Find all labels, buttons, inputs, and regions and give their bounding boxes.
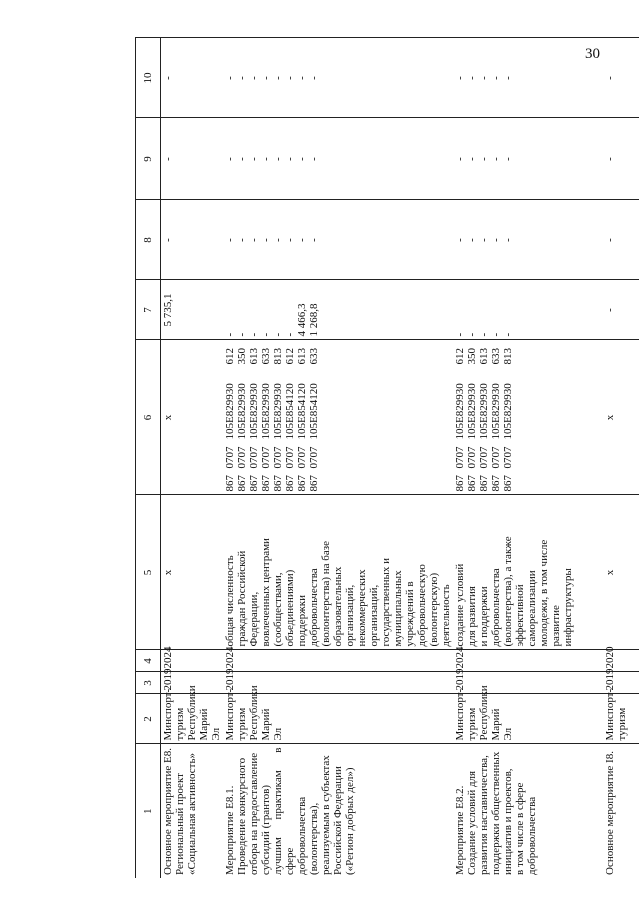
header-col-9: 9 [136, 118, 161, 200]
cell-c8: - - - - - [453, 200, 603, 280]
budget-code-part: 350 [466, 348, 478, 365]
cell-c8: - - - - - - - - [223, 200, 453, 280]
budget-code-part: 867 [454, 475, 466, 492]
budget-code-part: 0707 [308, 446, 320, 469]
page-number: 30 [585, 46, 600, 62]
budget-code-part: 867 [284, 475, 296, 492]
cell-c6: х [161, 340, 224, 495]
cell-c1: Мероприятие Е8.2. Создание условий для развития наставничества, поддержки общественных инициатив и проектов, в том числе в сфере добровольчества [453, 744, 603, 878]
budget-code-part: 633 [308, 348, 320, 365]
budget-code-part: 105E829930 [466, 383, 478, 440]
cell-c10: - - - - - [453, 38, 603, 118]
cell-c2: Минспорт- туризм Республики Марий Эл [453, 694, 603, 744]
budget-code-part: 105E829930 [490, 383, 502, 440]
table-body [161, 38, 639, 878]
budget-code-part: 813 [272, 348, 284, 365]
header-col-4: 4 [136, 650, 161, 672]
cell-c5: общая численность граждан Российской Федерации, вовлеченных центрами (сообществами, объединениями) поддержки добровольчества (волонтерства) на базе образовательных организаций, некоммерческих организаций, государственных и муниципальных учреждений в добровольческую (волонтерскую) деятельность [223, 495, 453, 650]
budget-code-part: 0707 [236, 446, 248, 469]
header-col-1: 1 [136, 744, 161, 878]
budget-code-part: 867 [308, 475, 320, 492]
budget-code-part: 867 [236, 475, 248, 492]
cell-c7: - - - - - [453, 280, 603, 340]
budget-code-part: 0707 [248, 446, 260, 469]
budget-code-part: 105E829930 [478, 383, 490, 440]
budget-code-part: 867 [272, 475, 284, 492]
budget-code-part: 105E829930 [454, 383, 466, 440]
budget-code-part: 0707 [272, 446, 284, 469]
cell-c6 [223, 340, 453, 495]
header-row [136, 38, 161, 878]
budget-code-part: 105E829930 [260, 383, 272, 440]
budget-code-part: 0707 [296, 446, 308, 469]
table-row [223, 38, 453, 878]
budget-code-part: 613 [248, 348, 260, 365]
budget-code-part: 105E829930 [224, 383, 236, 440]
budget-code-part: 105E854120 [296, 383, 308, 440]
budget-code-part: 813 [502, 348, 514, 365]
budget-code-part: 0707 [490, 446, 502, 469]
budget-code-part: 612 [224, 348, 236, 365]
header-col-6: 6 [136, 340, 161, 495]
cell-c10: - - - - - - - - [223, 38, 453, 118]
cell-c2: Минспорт- туризм [603, 694, 639, 744]
cell-c10: - [603, 38, 639, 118]
activities-table [135, 38, 639, 879]
budget-code-part: 633 [490, 348, 502, 365]
cell-c1: Основное мероприятие Е8. Региональный проект «Социальная активность» [161, 744, 224, 878]
budget-code-part: 867 [296, 475, 308, 492]
cell-c9: - [161, 118, 224, 200]
budget-code-part: 0707 [284, 446, 296, 469]
cell-c9: - - - - - - - - [223, 118, 453, 200]
budget-code-grid [224, 344, 320, 492]
cell-c3: 2019 [603, 672, 639, 694]
cell-c4: 2020 [603, 650, 639, 672]
budget-code-part: 350 [236, 348, 248, 365]
budget-code-part: 0707 [478, 446, 490, 469]
budget-code-part: 105E829930 [502, 383, 514, 440]
budget-code-part: 633 [260, 348, 272, 365]
cell-c1: Основное мероприятие I8. [603, 744, 639, 878]
budget-code-part: 867 [478, 475, 490, 492]
budget-code-part: 0707 [466, 446, 478, 469]
budget-code-part: 0707 [502, 446, 514, 469]
budget-code-part: 613 [296, 348, 308, 365]
budget-code-grid [454, 344, 514, 492]
header-col-3: 3 [136, 672, 161, 694]
budget-code-part: 867 [224, 475, 236, 492]
cell-c3: 2019 [161, 672, 224, 694]
cell-c6: х [603, 340, 639, 495]
budget-code-part: 612 [454, 348, 466, 365]
cell-c6 [453, 340, 603, 495]
budget-code-part: 105E829930 [272, 383, 284, 440]
cell-c5: создание условий для развития и поддержки добровольчества (волонтерства), а также эффективной самореализации молодежи, в том числе развитие инфраструктуры [453, 495, 603, 650]
budget-code-part: 867 [490, 475, 502, 492]
budget-code-part: 105E854120 [308, 383, 320, 440]
cell-c9: - - - - - [453, 118, 603, 200]
cell-c3: 2019 [453, 672, 603, 694]
cell-c7: 5 735,1 [161, 280, 224, 340]
cell-c5: х [161, 495, 224, 650]
cell-c8: - [161, 200, 224, 280]
budget-code-part: 105E854120 [284, 383, 296, 440]
budget-code-part: 105E829930 [236, 383, 248, 440]
header-col-2: 2 [136, 694, 161, 744]
header-col-10: 10 [136, 38, 161, 118]
table-rotated-container [135, 38, 639, 878]
budget-code-part: 867 [248, 475, 260, 492]
cell-c5: х [603, 495, 639, 650]
budget-code-part: 867 [260, 475, 272, 492]
cell-c9: - [603, 118, 639, 200]
cell-c10: - [161, 38, 224, 118]
budget-code-part: 613 [478, 348, 490, 365]
cell-c7: - [603, 280, 639, 340]
table-row [453, 38, 603, 878]
cell-c2: Минспорт- туризм Республики Марий Эл [223, 694, 453, 744]
cell-c4: 2024 [453, 650, 603, 672]
cell-c2: Минспорт- туризм Республики Марий Эл [161, 694, 224, 744]
cell-c8: - [603, 200, 639, 280]
budget-code-part: 612 [284, 348, 296, 365]
cell-c1: Мероприятие Е8.1. Проведение конкурсного отбора на предоставление субсидий (грантов) лучшим практикам в сфере добровольчества (волонтерства), реализуемым в субъектах Российской Федерации («Регион добрых дел») [223, 744, 453, 878]
table-row [603, 38, 639, 878]
budget-code-part: 0707 [260, 446, 272, 469]
budget-code-part: 867 [466, 475, 478, 492]
cell-c3: 2019 [223, 672, 453, 694]
cell-c4: 2024 [223, 650, 453, 672]
budget-code-part: 0707 [454, 446, 466, 469]
header-col-7: 7 [136, 280, 161, 340]
header-col-5: 5 [136, 495, 161, 650]
cell-c7: - - - - - - 4 466,3 1 268,8 [223, 280, 453, 340]
budget-code-part: 867 [502, 475, 514, 492]
budget-code-part: 105E829930 [248, 383, 260, 440]
table-row [161, 38, 224, 878]
cell-c4: 2024 [161, 650, 224, 672]
header-col-8: 8 [136, 200, 161, 280]
budget-code-part: 0707 [224, 446, 236, 469]
